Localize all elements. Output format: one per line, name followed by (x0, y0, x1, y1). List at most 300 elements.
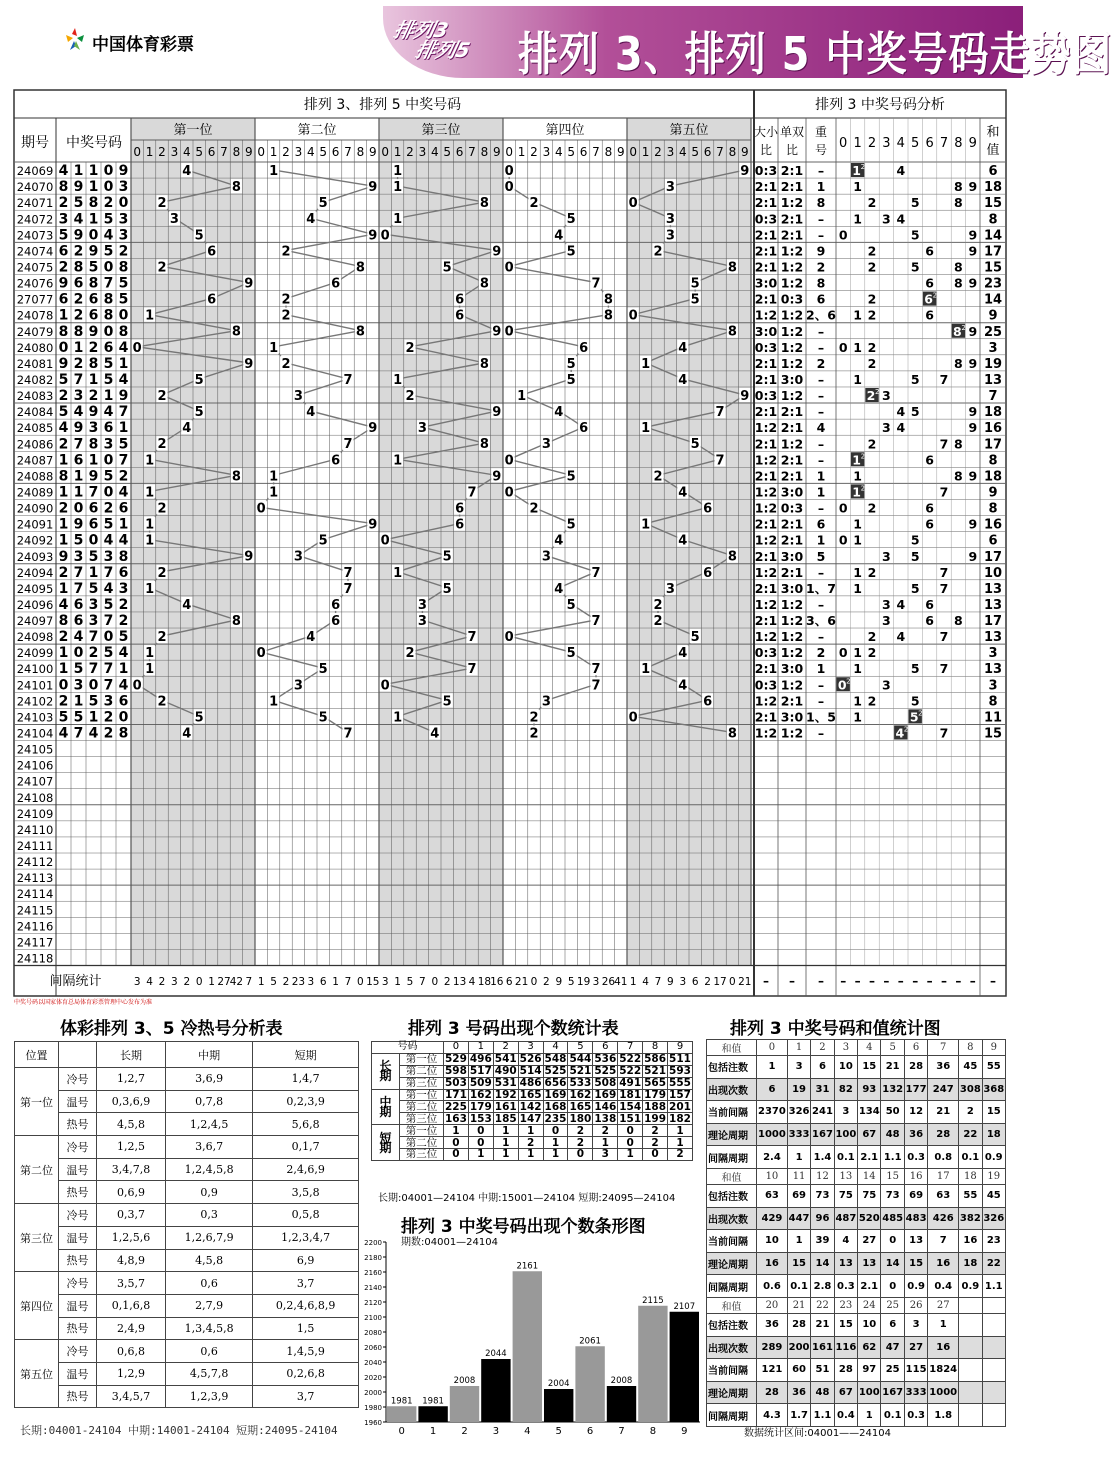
trend-point: 5 (690, 292, 700, 308)
number-cell: 0 (103, 629, 114, 646)
gap-dash: – (990, 973, 996, 988)
sum-row-label: 包括注数 (707, 1184, 757, 1207)
sum-cell: 23 (983, 276, 1003, 292)
count-cell: 192 (494, 1089, 517, 1101)
bar-value-label: 1981 (390, 1396, 413, 1407)
sum-head-row (707, 1040, 1006, 1056)
number-cell: 2 (118, 596, 129, 613)
count-cell: 586 (644, 1053, 667, 1066)
period-cell: 24096 (16, 597, 54, 612)
number-cell: 5 (103, 645, 114, 662)
analysis-digit: 9 (968, 323, 978, 339)
trend-point: 6 (579, 340, 589, 356)
count-cell: 171 (444, 1089, 467, 1101)
trend-point: 3 (293, 549, 303, 565)
sum-cell: 21 (928, 1101, 959, 1124)
bar-4 (513, 1271, 542, 1422)
analysis-power: 2 (860, 484, 866, 493)
trend-point: 5 (566, 469, 576, 485)
analysis-digit: 6 (925, 307, 934, 323)
gap-stat: 4 (146, 975, 153, 988)
sum-cell: 1.1 (982, 1275, 1005, 1298)
sum-cell: 116 (834, 1336, 857, 1359)
analysis-digit: 7 (939, 484, 949, 500)
count-row (372, 1149, 693, 1161)
analysis-digit: 1 (853, 661, 862, 677)
analysis-digit: 2 (867, 259, 877, 275)
trend-point: 5 (318, 710, 328, 726)
analysis-digit: 6 (925, 516, 934, 532)
trend-point: 1 (269, 694, 279, 710)
bar-category-label: 3 (492, 1426, 500, 1437)
value-cell: 2,4,9 (97, 1317, 166, 1340)
value-cell: 1,2,3,9 (165, 1385, 252, 1408)
period-cell: 24088 (16, 469, 54, 484)
trend-point: 0 (132, 340, 142, 356)
bar-value-label: 2008 (453, 1376, 476, 1386)
trend-point: 5 (318, 662, 328, 678)
value-cell: 2,4,6,9 (253, 1158, 359, 1181)
count-cell: 1 (444, 1125, 469, 1137)
period-cell: 24092 (16, 533, 54, 548)
period-cell: 24108 (16, 790, 54, 805)
number-cell: 8 (58, 179, 69, 196)
count-digit-header: 3 (518, 1042, 543, 1054)
number-cell: 0 (58, 677, 69, 694)
gap-dash: – (955, 973, 962, 988)
count-row (372, 1089, 693, 1101)
analysis-digit: 6 (924, 291, 933, 307)
gap-dash: – (840, 973, 847, 988)
section-left-title: 排列 3、排列 5 中奖号码 (303, 97, 462, 113)
count-cell: 146 (594, 1100, 617, 1113)
gap-stat: 2 (443, 975, 451, 988)
gap-stat: 6 (319, 975, 327, 988)
value-cell: 1,3,4,5,8 (165, 1317, 252, 1340)
trend-point: 2 (529, 196, 539, 212)
sum-cell: 1.7 (787, 1404, 810, 1427)
trend-point: 5 (566, 646, 576, 662)
number-cell: 8 (73, 323, 84, 340)
oddeven-cell: 2:1 (780, 693, 804, 709)
number-cell: 8 (103, 307, 114, 324)
value-cell: 1,2,4,5,8 (165, 1158, 252, 1181)
col-kind (59, 1042, 97, 1068)
bigsmall-cell: 2:1 (754, 291, 778, 307)
analysis-digit: 1 (853, 709, 862, 725)
sum-row (707, 1275, 1006, 1298)
number-cell: 6 (88, 307, 99, 324)
gap-stat: 15 (366, 975, 380, 988)
sum-cell: 28 (757, 1381, 788, 1404)
cold-hot-row (15, 1272, 359, 1295)
repeat-cell: – (817, 211, 825, 227)
gap-stat: 0 (729, 975, 736, 988)
analysis-digit: 3 (882, 613, 891, 629)
oddeven-cell: 3:0 (780, 709, 804, 725)
count-note: 长期:04001—24104 中期:15001—24104 短期:24095—24104 (378, 1193, 676, 1204)
analysis-digit: 9 (968, 243, 978, 259)
analysis-digit: 6 (925, 596, 934, 612)
period-cell: 24070 (16, 180, 54, 195)
bar-y-tick-label: 2100 (364, 1314, 382, 1322)
sum-cell: 18 (983, 180, 1003, 196)
trend-point: 5 (690, 437, 700, 453)
analysis-digit: 8 (954, 436, 963, 452)
col-digit-header: 5 (195, 145, 204, 159)
trend-point: 7 (343, 581, 353, 597)
sum-cell: 0.3 (904, 1146, 927, 1169)
sum-cell: 2.8 (811, 1275, 834, 1298)
repeat-cell: 1、5 (806, 709, 836, 725)
period-cell: 24081 (16, 356, 54, 371)
sum-cell: 0.3 (904, 1404, 927, 1427)
kind-cell: 热号 (59, 1113, 97, 1136)
analysis-digit: 7 (939, 661, 949, 677)
trend-point: 2 (281, 356, 291, 372)
gap-stat: 7 (344, 975, 352, 988)
period-cell: 24075 (16, 260, 54, 275)
sum-cell (982, 1336, 1005, 1359)
kind-cell: 冷号 (59, 1272, 97, 1295)
trend-point: 8 (479, 196, 489, 212)
col-digit-header: 6 (703, 145, 712, 159)
sum-cell: 63 (757, 1184, 788, 1207)
oddeven-cell: 2:1 (780, 420, 804, 436)
col-digit-header: 2 (406, 145, 414, 159)
count-group: 长 期 (372, 1053, 400, 1089)
trend-point: 8 (355, 324, 365, 340)
trend-point: 4 (182, 421, 192, 437)
sum-cell: 0.9 (959, 1275, 982, 1298)
bar-7 (607, 1386, 636, 1422)
count-cell: 2 (568, 1125, 593, 1137)
gap-stat: 0 (195, 975, 203, 988)
number-cell: 5 (73, 709, 84, 726)
count-cell: 0 (643, 1149, 668, 1161)
number-cell: 1 (58, 580, 69, 597)
count-cell: 2 (668, 1149, 693, 1161)
bigsmall-cell: 1:2 (754, 725, 778, 741)
analysis-digit: 1 (853, 468, 862, 484)
number-cell: 0 (118, 195, 129, 212)
number-cell: 2 (88, 339, 99, 356)
analysis-digit: 5 (910, 371, 920, 387)
number-cell: 1 (103, 388, 114, 405)
sum-cell: 247 (928, 1078, 959, 1101)
bigsmall-cell: 2:1 (754, 436, 778, 452)
col-digit-header: 7 (468, 145, 476, 159)
value-cell: 0,5,8 (253, 1204, 359, 1227)
trend-point: 3 (541, 694, 551, 710)
analysis-power: 2 (874, 388, 880, 397)
sum-cell: 16 (959, 1230, 982, 1253)
trend-point: 5 (194, 228, 204, 244)
value-cell: 1,2,5,6 (97, 1226, 166, 1249)
count-cell: 1 (618, 1149, 643, 1161)
period-cell: 24104 (16, 726, 54, 741)
col-digit-header: 7 (220, 145, 228, 159)
number-cell: 1 (73, 468, 84, 485)
sum-cell: 333 (787, 1123, 810, 1146)
repeat-cell: 1 (816, 661, 826, 677)
sum-table (706, 1039, 1006, 1427)
oddeven-cell: 1:2 (780, 596, 804, 612)
col-digit-header: 8 (954, 136, 963, 151)
col-digit-header: 2 (867, 136, 877, 151)
trend-point: 1 (393, 212, 403, 228)
sum-head-cell: 15 (881, 1168, 904, 1184)
trend-point: 8 (355, 260, 365, 276)
sum-row (707, 1230, 1006, 1253)
gap-stat: 7 (245, 975, 253, 988)
count-cell: 491 (619, 1077, 642, 1090)
bigsmall-cell: 3:0 (754, 323, 778, 339)
sum-cell: 14 (881, 1252, 904, 1275)
period-cell: 24107 (16, 774, 54, 789)
sum-cell: 18 (982, 1123, 1005, 1146)
value-cell: 0,3,6,9 (97, 1090, 166, 1113)
number-cell: 6 (88, 516, 99, 533)
analysis-digit: 7 (939, 436, 949, 452)
oddeven-cell: 1:2 (780, 677, 804, 693)
trend-point: 6 (331, 276, 341, 292)
period-cell: 24084 (16, 405, 54, 420)
sum-cell: 200 (787, 1336, 810, 1359)
trend-point: 0 (504, 164, 514, 180)
count-cell: 147 (519, 1112, 542, 1125)
gap-stat: 2 (183, 975, 191, 988)
sum-cell: 1824 (928, 1359, 959, 1382)
repeat-cell: – (817, 677, 825, 693)
number-cell: 2 (58, 436, 69, 453)
oddeven-cell: 1:2 (780, 259, 804, 275)
period-cell: 24115 (16, 903, 54, 918)
number-cell: 1 (73, 693, 84, 710)
repeat-cell: – (817, 163, 825, 179)
repeat-cell: 2 (816, 355, 826, 371)
col-digit-header: 4 (182, 145, 191, 159)
sum-cell: 15 (904, 1252, 927, 1275)
number-cell: 2 (58, 195, 69, 212)
number-cell: 3 (103, 548, 114, 565)
oddeven-cell: 3:0 (780, 484, 804, 500)
number-cell: 4 (103, 404, 114, 421)
sum-cell: 1000 (757, 1123, 788, 1146)
kind-cell: 冷号 (59, 1068, 97, 1091)
sum-cell: 1.1 (881, 1146, 904, 1169)
trend-point: 4 (554, 581, 564, 597)
count-cell: 142 (519, 1100, 542, 1113)
count-digit-header: 1 (468, 1042, 493, 1054)
count-cell: 0 (444, 1149, 469, 1161)
sum-cell: 7 (988, 389, 998, 405)
gap-stat: 9 (667, 975, 674, 988)
trend-point: 3 (541, 437, 551, 453)
section-right-title: 排列 3 中奖号码分析 (815, 97, 945, 113)
sum-cell: 8 (988, 212, 998, 228)
sum-cell: 487 (834, 1207, 857, 1230)
trend-point: 6 (207, 292, 217, 308)
gap-stat: 5 (567, 975, 575, 988)
col-digit-header: 4 (306, 145, 315, 159)
count-row (372, 1137, 693, 1149)
period-cell: 24080 (16, 340, 54, 355)
bigsmall-cell: 2:1 (754, 227, 778, 243)
number-cell: 0 (88, 227, 99, 244)
bigsmall-cell: 1:2 (754, 307, 778, 323)
analysis-digit: 1 (853, 532, 862, 548)
trend-point: 5 (690, 276, 700, 292)
number-cell: 4 (103, 580, 114, 597)
analysis-digit: 9 (968, 227, 978, 243)
number-cell: 2 (103, 709, 114, 726)
trend-point: 0 (504, 453, 514, 469)
gap-dash: – (969, 973, 976, 988)
number-cell: 1 (88, 163, 99, 180)
bigsmall-cell: 2:1 (754, 709, 778, 725)
count-cell: 179 (644, 1089, 667, 1101)
sum-head-cell: 20 (757, 1297, 788, 1313)
sum-cell: 9 (988, 485, 998, 501)
trend-chart (14, 90, 1006, 996)
count-digit-header: 5 (568, 1042, 593, 1054)
number-cell: 8 (88, 355, 99, 372)
repeat-cell: 5 (816, 548, 826, 564)
trend-point: 5 (442, 549, 452, 565)
sum-cell (959, 1359, 982, 1382)
repeat-cell: 3、6 (806, 613, 836, 629)
sum-cell: 447 (787, 1207, 810, 1230)
count-cell: 0 (468, 1137, 493, 1149)
sum-cell: 16 (983, 421, 1003, 437)
bar-value-label: 2107 (673, 1301, 696, 1312)
sum-cell: 241 (811, 1101, 834, 1124)
bar-category-label: 8 (649, 1426, 657, 1437)
analysis-power: 2 (961, 323, 966, 332)
number-cell: 4 (88, 725, 99, 742)
gap-dash: – (763, 973, 769, 988)
gap-dash: – (941, 973, 947, 988)
trend-point: 3 (541, 549, 551, 565)
sum-head-cell: 23 (834, 1297, 857, 1313)
count-sub-label: 第一位 (400, 1125, 444, 1137)
value-cell: 3,4,7,8 (97, 1158, 166, 1181)
bar-chart (360, 1208, 705, 1442)
sum-cell: 426 (928, 1207, 959, 1230)
col-digit-header: 1 (641, 145, 650, 159)
analysis-digit: 4 (896, 404, 906, 420)
number-cell: 1 (88, 179, 99, 196)
sum-head-cell (982, 1297, 1005, 1313)
trend-point: 7 (467, 662, 477, 678)
sum-cell: 134 (858, 1101, 881, 1124)
cold-hot-row (15, 1385, 359, 1408)
count-cell: 154 (619, 1100, 642, 1113)
oddeven-cell: 1:2 (780, 275, 804, 291)
trend-point: 8 (231, 469, 241, 485)
number-cell: 5 (103, 355, 114, 372)
sum-row (707, 1381, 1006, 1404)
number-cell: 3 (88, 596, 99, 613)
value-cell: 4,8,9 (97, 1249, 166, 1272)
col-digit-header: 3 (170, 145, 179, 159)
bar-2 (450, 1386, 479, 1422)
col-digit-header: 0 (381, 145, 390, 159)
number-cell: 1 (58, 532, 69, 549)
value-cell: 1,4,7 (253, 1068, 359, 1091)
kind-cell: 冷号 (59, 1340, 97, 1363)
oddeven-cell: 1:2 (780, 725, 804, 741)
period-cell: 24073 (16, 228, 54, 243)
number-cell: 6 (88, 500, 99, 517)
trend-point: 2 (157, 389, 167, 405)
trend-point: 2 (157, 437, 167, 453)
trend-point: 9 (368, 517, 378, 533)
cold-hot-row (15, 1340, 359, 1363)
col-5-position: 第五位 (669, 123, 709, 138)
count-title: 排列 3 号码出现个数统计表 (408, 1019, 619, 1039)
analysis-digit: 2 (866, 388, 876, 404)
bigsmall-cell: 2:1 (754, 404, 778, 420)
count-cell: 0 (468, 1125, 493, 1137)
count-cell: 525 (544, 1065, 567, 1078)
sum-head-cell: 14 (858, 1168, 881, 1184)
trend-point: 3 (665, 212, 675, 228)
sum-cell: 368 (982, 1078, 1005, 1101)
trend-point: 8 (727, 260, 737, 276)
trend-point: 2 (157, 630, 167, 646)
trend-point: 9 (740, 164, 750, 180)
number-cell: 5 (103, 211, 114, 228)
number-cell: 8 (88, 436, 99, 453)
sum-cell: 18 (983, 405, 1003, 421)
period-cell: 24076 (16, 276, 54, 291)
bigsmall-cell: 1:2 (754, 693, 778, 709)
lottery-logo-icon (64, 26, 86, 52)
count-cell: 181 (619, 1089, 642, 1101)
sum-row-label: 出现次数 (707, 1336, 757, 1359)
period-cell: 24113 (16, 871, 54, 886)
kind-cell: 冷号 (59, 1136, 97, 1159)
col-digit-header: 5 (443, 145, 452, 159)
sum-cell: 3 (834, 1101, 857, 1124)
col-digit-header: 9 (740, 145, 749, 159)
number-cell: 6 (103, 420, 114, 437)
sum-head-cell: 26 (904, 1297, 927, 1313)
trend-point: 7 (467, 630, 477, 646)
trend-point: 1 (641, 421, 651, 437)
number-cell: 8 (88, 195, 99, 212)
gap-stat: 18 (477, 975, 492, 988)
sum-cell: 73 (811, 1184, 834, 1207)
trend-point: 4 (678, 485, 688, 501)
count-cell: 2 (593, 1125, 618, 1137)
number-cell: 3 (88, 613, 99, 630)
value-cell: 1,2,4,5 (165, 1113, 252, 1136)
analysis-digit: 6 (925, 275, 934, 291)
trend-point: 2 (653, 597, 663, 613)
period-cell: 24114 (16, 887, 54, 902)
count-sub-label: 第二位 (400, 1137, 444, 1149)
count-row (372, 1125, 693, 1137)
trend-point: 4 (306, 630, 316, 646)
bar-6 (575, 1346, 604, 1422)
sum-row (707, 1359, 1006, 1382)
repeat-cell: – (817, 404, 825, 420)
sum-cell: 8 (988, 694, 998, 710)
number-cell: 2 (118, 613, 129, 630)
